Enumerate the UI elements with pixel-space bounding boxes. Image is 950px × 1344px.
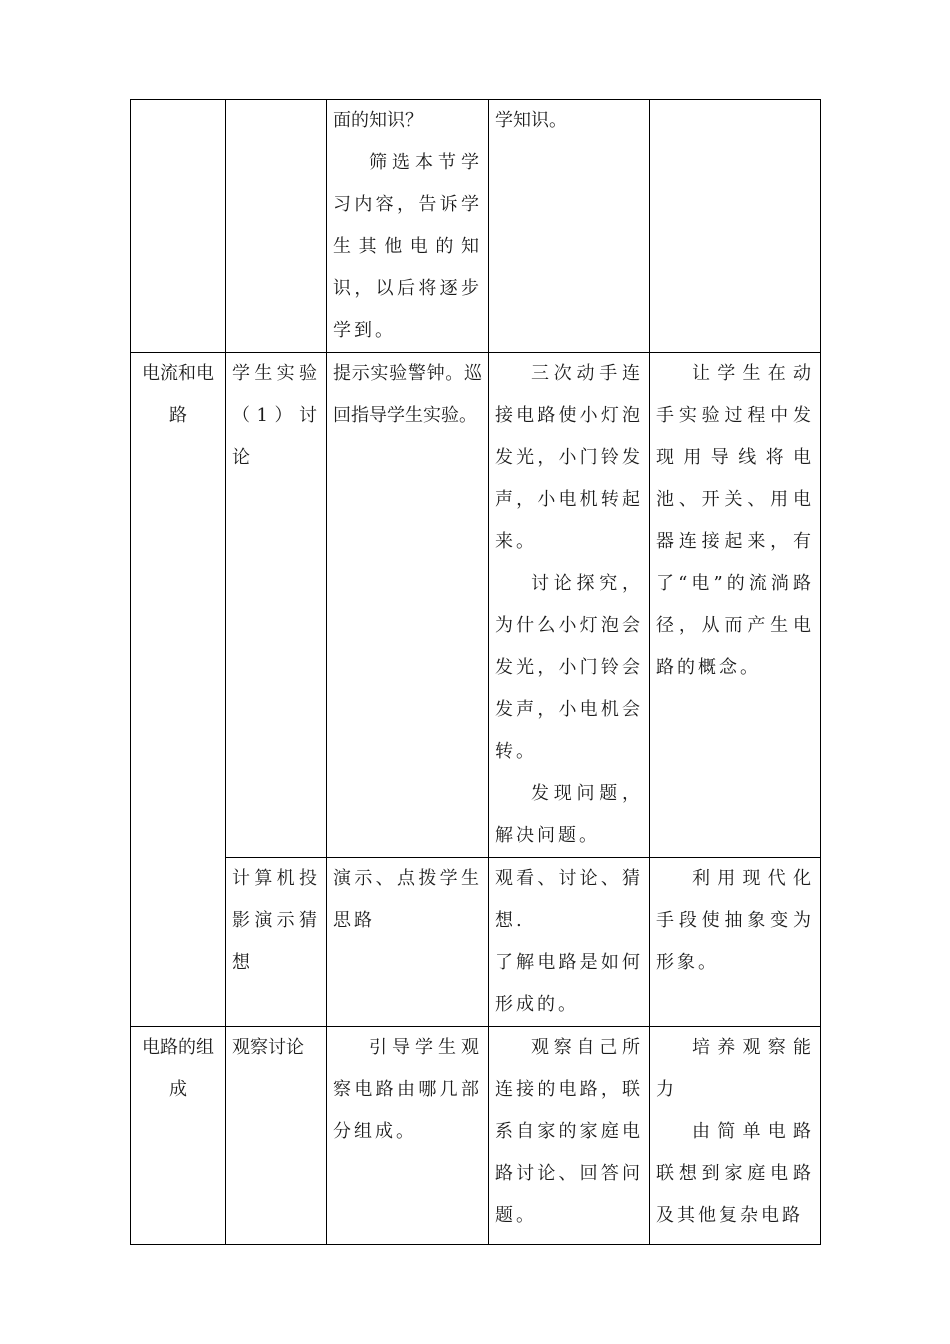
student-text: 讨论探究，为什么小灯泡会发光，小门铃会发声，小电机会转。 bbox=[495, 573, 643, 762]
student-text: 观看、讨论、猜想. bbox=[495, 868, 643, 931]
section-cell bbox=[131, 100, 226, 353]
table-row bbox=[131, 1027, 821, 1245]
activity-cell bbox=[226, 100, 327, 353]
section-cell bbox=[131, 353, 226, 1027]
teacher-text: 面的知识？ bbox=[333, 110, 423, 131]
teacher-text: 演示、点拨学生思路 bbox=[333, 868, 482, 931]
table-row bbox=[131, 858, 821, 1027]
intent-cell bbox=[650, 1027, 821, 1245]
teacher-text: 提示实验警钟。巡回指导学生实验。 bbox=[333, 363, 482, 426]
student-text: 三次动手连接电路使小灯泡发光，小门铃发声，小电机转起来。 bbox=[495, 363, 643, 552]
teacher-cell bbox=[327, 353, 489, 858]
section-cell bbox=[131, 1027, 226, 1245]
student-text: 观察自己所连接的电路，联系自家的家庭电路讨论、回答问题。 bbox=[495, 1037, 643, 1226]
lesson-plan-table bbox=[130, 99, 821, 1245]
student-text: 学知识。 bbox=[495, 110, 567, 131]
student-cell bbox=[489, 100, 650, 353]
section-title: 电路的组成 bbox=[142, 1037, 214, 1100]
activity-text: 观察讨论 bbox=[232, 1037, 304, 1058]
student-cell bbox=[489, 353, 650, 858]
table-row bbox=[131, 353, 821, 858]
intent-cell bbox=[650, 858, 821, 1027]
teacher-cell bbox=[327, 1027, 489, 1245]
student-text: 了解电路是如何形成的。 bbox=[495, 952, 643, 1015]
intent-text: 让学生在动手实验过程中发现用导线将电池、开关、用电器连接起来，有了“电”的流淌路径，从而产生电路的概念。 bbox=[656, 363, 814, 678]
student-cell bbox=[489, 1027, 650, 1245]
teacher-text: 筛选本节学习内容，告诉学生其他电的知识，以后将逐步学到。 bbox=[333, 152, 482, 341]
activity-text: 计算机投影演示猜想 bbox=[232, 868, 320, 973]
intent-text: 培养观察能力 bbox=[656, 1037, 814, 1100]
student-text: 发现问题，解决问题。 bbox=[495, 783, 643, 846]
activity-text: 学生实验（1）讨论 bbox=[232, 363, 320, 468]
activity-cell bbox=[226, 858, 327, 1027]
student-cell bbox=[489, 858, 650, 1027]
intent-cell bbox=[650, 100, 821, 353]
teacher-cell bbox=[327, 100, 489, 353]
activity-cell bbox=[226, 1027, 327, 1245]
intent-text: 利用现代化手段使抽象变为形象。 bbox=[656, 868, 814, 973]
teacher-cell bbox=[327, 858, 489, 1027]
teacher-text: 引导学生观察电路由哪几部分组成。 bbox=[333, 1037, 482, 1142]
intent-cell bbox=[650, 353, 821, 858]
table-row bbox=[131, 100, 821, 353]
intent-text: 由简单电路联想到家庭电路及其他复杂电路 bbox=[656, 1121, 814, 1226]
section-title: 电流和电路 bbox=[142, 363, 214, 426]
activity-cell bbox=[226, 353, 327, 858]
